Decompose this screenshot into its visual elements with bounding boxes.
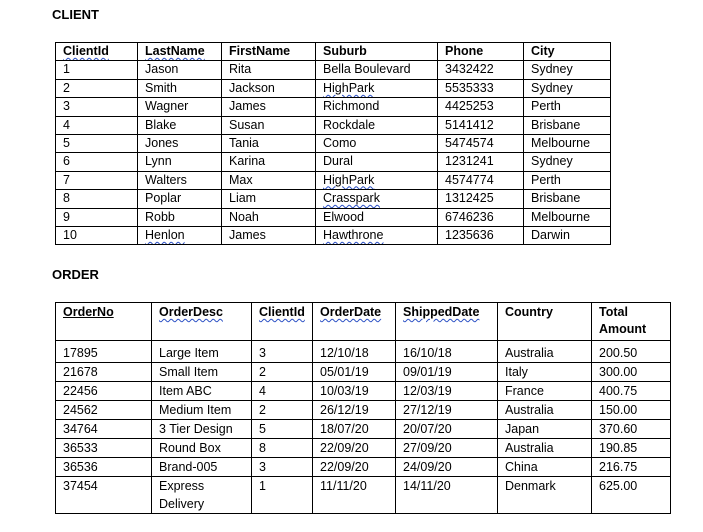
order-table-row	[56, 458, 671, 477]
client-table-row-cell	[438, 98, 524, 116]
order-table-row-cell-text: 22/09/20	[320, 460, 369, 474]
order-table-row-cell-text: Large Item	[159, 346, 219, 360]
order-table-row	[56, 477, 671, 514]
order-table-row-cell-text: 150.00	[599, 403, 638, 417]
client-table-row-cell-text: Robb	[145, 209, 175, 224]
client-table-row-cell	[222, 61, 316, 79]
order-header-shippeddate: ShippedDate	[396, 303, 498, 341]
client-table-row-cell-text: Poplar	[145, 191, 182, 206]
client-table-row-cell	[524, 79, 611, 97]
order-table-row	[56, 439, 671, 458]
client-table-row-cell	[316, 61, 438, 79]
client-table-row-cell-text: 8	[63, 191, 70, 206]
order-table-row-cell	[152, 401, 252, 420]
order-table-row-cell	[252, 420, 313, 439]
client-table-row-cell	[524, 116, 611, 134]
client-table-row-cell-text: Dural	[323, 154, 353, 169]
client-table-row-cell	[56, 190, 138, 208]
client-section-title: CLIENT	[52, 7, 99, 22]
client-table-row-cell-text: Jones	[145, 135, 179, 150]
order-table-row-cell	[313, 458, 396, 477]
order-table-row-cell-text: Japan	[505, 422, 540, 436]
order-table-row-cell-text: 400.75	[599, 384, 638, 398]
client-table-row-cell-text: Rita	[229, 62, 252, 77]
client-table-row-cell-text: 1312425	[445, 191, 494, 206]
client-table-row-cell	[222, 226, 316, 244]
client-table-row-cell	[138, 153, 222, 171]
order-table-row-cell-text: 20/07/20	[403, 422, 452, 436]
order-table-row-cell	[152, 458, 252, 477]
order-table-row-cell-text: 3	[259, 460, 266, 474]
client-header-clientid: ClientId	[56, 43, 138, 61]
order-table-row-cell	[498, 341, 592, 363]
order-table-row-cell-text: Denmark	[505, 479, 556, 493]
client-table-row-cell-text: Perth	[531, 172, 561, 187]
client-table-row	[56, 226, 611, 244]
order-table-row	[56, 420, 671, 439]
client-table-row-cell-text: Richmond	[323, 99, 380, 114]
client-table-row-cell	[222, 98, 316, 116]
order-header-orderdate: OrderDate	[313, 303, 396, 341]
order-table-row-cell-text: Medium Item	[159, 403, 232, 417]
client-table-row-cell	[222, 190, 316, 208]
order-table-row-cell	[313, 341, 396, 363]
client-table-row-cell-text: 1231241	[445, 154, 494, 169]
client-table-row	[56, 116, 611, 134]
order-table-row-cell-text: 24562	[63, 403, 98, 417]
client-table-row-cell-text: Max	[229, 172, 253, 187]
order-table-row-cell-text: 5	[259, 422, 266, 436]
order-table-row-cell	[396, 341, 498, 363]
client-table-row-cell-text: 1235636	[445, 227, 494, 242]
client-table-row-cell-text: 5535333	[445, 80, 494, 95]
order-table-row-cell	[313, 363, 396, 382]
client-table-row	[56, 79, 611, 97]
client-table-row-cell-text: Sydney	[531, 80, 573, 95]
client-table-row-cell	[316, 98, 438, 116]
order-table-row-cell	[396, 420, 498, 439]
client-table-row-cell	[316, 190, 438, 208]
order-table-row-cell-text: 22456	[63, 384, 98, 398]
order-table-row-cell-text: 3	[259, 346, 266, 360]
order-table-row-cell-text: France	[505, 384, 544, 398]
order-table-row-cell-text: Brand-005	[159, 460, 218, 474]
client-table-row-cell	[56, 153, 138, 171]
order-table-row-cell	[56, 420, 152, 439]
client-table-row-cell	[438, 226, 524, 244]
client-table-row-cell	[138, 190, 222, 208]
client-table-row-cell-text: 3	[63, 99, 70, 114]
order-table	[55, 302, 671, 514]
client-table-row	[56, 61, 611, 79]
client-table-row-cell-text: Tania	[229, 135, 259, 150]
client-table-row-cell-text: Melbourne	[531, 209, 591, 224]
client-table-row-cell-text: Blake	[145, 117, 177, 132]
client-table-row-cell	[138, 79, 222, 97]
order-table-row-cell	[56, 439, 152, 458]
client-table-row-cell	[438, 190, 524, 208]
order-table-row-cell	[592, 439, 671, 458]
order-table-row-cell	[252, 363, 313, 382]
client-table-row-cell	[56, 79, 138, 97]
order-table-row-cell-text: 8	[259, 441, 266, 455]
client-header-phone: Phone	[438, 43, 524, 61]
client-table-row-cell-text: Como	[323, 135, 357, 150]
order-table-row-cell	[592, 382, 671, 401]
order-table-row-cell-text: 24/09/20	[403, 460, 452, 474]
order-table-row-cell-text: Australia	[505, 441, 554, 455]
order-table-body	[56, 341, 671, 514]
order-table-row-cell-text: 12/03/19	[403, 384, 452, 398]
client-table-row-cell-text: Noah	[229, 209, 259, 224]
order-table-row-cell	[252, 382, 313, 401]
order-table-row-cell	[498, 401, 592, 420]
client-table-row-cell	[56, 116, 138, 134]
client-table-row-cell-text: HighPark	[323, 172, 375, 187]
order-table-row-cell	[56, 477, 152, 514]
order-header-total-amount: Total Amount	[592, 303, 671, 341]
client-table-row-cell	[316, 79, 438, 97]
order-table-row-cell	[252, 458, 313, 477]
client-table-row-cell	[438, 153, 524, 171]
order-table-row-cell-text: 18/07/20	[320, 422, 369, 436]
client-table-row-cell-text: 2	[63, 80, 70, 95]
order-table-row-cell-text: 16/10/18	[403, 346, 452, 360]
client-table-row-cell	[56, 226, 138, 244]
order-table-row-cell-text: 2	[259, 365, 266, 379]
order-table-row-cell-text: China	[505, 460, 538, 474]
client-table-row-cell	[222, 171, 316, 189]
order-table-row	[56, 341, 671, 363]
order-table-row-cell-text: 2	[259, 403, 266, 417]
client-table-row-cell-text: Elwood	[323, 209, 364, 224]
client-table-row-cell-text: 5141412	[445, 117, 494, 132]
client-table-row-cell	[316, 226, 438, 244]
order-table-row-cell	[498, 458, 592, 477]
order-table-row	[56, 363, 671, 382]
client-table-row-cell-text: 1	[63, 62, 70, 77]
client-table-row-cell-text: Karina	[229, 154, 266, 169]
order-table-row-cell	[396, 363, 498, 382]
client-table-row-cell-text: 6746236	[445, 209, 494, 224]
client-table-row-cell	[524, 98, 611, 116]
client-table-row-cell	[56, 98, 138, 116]
order-table-row-cell-text: 1	[259, 479, 266, 493]
client-table-row-cell	[316, 134, 438, 152]
order-table-row-cell	[592, 363, 671, 382]
client-table-row-cell-text: Susan	[229, 117, 265, 132]
client-table-row-cell	[138, 171, 222, 189]
order-table-row-cell	[152, 363, 252, 382]
client-table-row-cell-text: 10	[63, 227, 77, 242]
client-table-row-cell-text: Wagner	[145, 99, 189, 114]
order-table-row-cell-text: 37454	[63, 479, 98, 493]
client-table-row-cell-text: Sydney	[531, 154, 573, 169]
order-header-orderdesc: OrderDesc	[152, 303, 252, 341]
client-table-row-cell	[56, 171, 138, 189]
order-table-row-cell-text: Round Box	[159, 441, 221, 455]
client-table-row-cell-text: Melbourne	[531, 135, 591, 150]
client-header-firstname: FirstName	[222, 43, 316, 61]
client-table-row-cell	[524, 190, 611, 208]
order-table-row-cell	[498, 420, 592, 439]
client-table-row-cell	[316, 153, 438, 171]
order-table-row-cell	[592, 401, 671, 420]
client-table-row-cell	[138, 226, 222, 244]
client-header-row	[56, 43, 611, 61]
order-table-row-cell	[592, 420, 671, 439]
client-table-row-cell-text: 5474574	[445, 135, 494, 150]
order-table-row-cell-text: 4	[259, 384, 266, 398]
client-table-row-cell-text: 4	[63, 117, 70, 132]
order-table-row-cell	[592, 341, 671, 363]
client-table-row-cell-text: 3432422	[445, 62, 494, 77]
order-table-row-cell-text: 300.00	[599, 365, 638, 379]
order-table-row-cell	[252, 401, 313, 420]
order-table-row-cell	[152, 439, 252, 458]
order-table-row-cell	[56, 458, 152, 477]
client-table-row-cell-text: Perth	[531, 99, 561, 114]
order-table-row-cell-text: Australia	[505, 403, 554, 417]
order-table-row-cell-text: 22/09/20	[320, 441, 369, 455]
order-table-row-cell	[152, 382, 252, 401]
order-table-row-cell	[56, 382, 152, 401]
order-table-row-cell-text: 09/01/19	[403, 365, 452, 379]
client-table-row-cell	[316, 171, 438, 189]
order-table-row-cell-text: 27/12/19	[403, 403, 452, 417]
order-table-row-cell	[498, 477, 592, 514]
order-table-row-cell-text: 05/01/19	[320, 365, 369, 379]
client-table-row-cell	[56, 208, 138, 226]
order-table-row-cell-text: Australia	[505, 346, 554, 360]
client-table-row-cell-text: Darwin	[531, 227, 570, 242]
client-table-row-cell	[438, 171, 524, 189]
order-table-row-cell	[313, 401, 396, 420]
order-table-row-cell-text: 26/12/19	[320, 403, 369, 417]
client-table-row-cell-text: Lynn	[145, 154, 172, 169]
client-table-row-cell-text: Crasspark	[323, 191, 380, 206]
order-table-row-cell-text: Small Item	[159, 365, 219, 379]
order-table-row-cell-text: 21678	[63, 365, 98, 379]
order-table-row-cell	[252, 439, 313, 458]
client-table-row-cell-text: 7	[63, 172, 70, 187]
order-table-row-cell	[313, 420, 396, 439]
client-table-row-cell	[138, 61, 222, 79]
order-table-row-cell	[56, 341, 152, 363]
order-table-row-cell-text: 34764	[63, 422, 98, 436]
client-table-body	[56, 61, 611, 245]
client-table-row-cell-text: Walters	[145, 172, 187, 187]
client-table-row-cell-text: 4425253	[445, 99, 494, 114]
client-table-row-cell	[316, 116, 438, 134]
order-header-row	[56, 303, 671, 341]
client-table-row-cell	[524, 208, 611, 226]
client-table-row-cell-text: 6	[63, 154, 70, 169]
order-table-row-cell	[498, 439, 592, 458]
client-table-row	[56, 171, 611, 189]
order-table-row-cell-text: 17895	[63, 346, 98, 360]
order-table-row-cell-text: 36536	[63, 460, 98, 474]
client-table-row-cell-text: 9	[63, 209, 70, 224]
client-table-row-cell	[524, 134, 611, 152]
order-header-clientid: ClientId	[252, 303, 313, 341]
client-table-row-cell-text: James	[229, 227, 266, 242]
client-table-row	[56, 190, 611, 208]
client-table-row-cell-text: 5	[63, 135, 70, 150]
client-table-row-cell-text: Liam	[229, 191, 257, 206]
client-table-row-cell-text: Sydney	[531, 62, 573, 77]
client-table-row-cell	[138, 208, 222, 226]
client-table-row-cell	[138, 98, 222, 116]
order-table-row-cell	[152, 420, 252, 439]
client-table	[55, 42, 611, 245]
client-table-row-cell-text: Jackson	[229, 80, 275, 95]
client-table-row-cell-text: James	[229, 99, 266, 114]
client-table-row-cell	[222, 208, 316, 226]
order-table-row-cell	[396, 477, 498, 514]
order-table-row-cell	[313, 382, 396, 401]
order-table-row-cell	[498, 363, 592, 382]
order-table-row-cell-text: 190.85	[599, 441, 638, 455]
client-table-row-cell	[438, 208, 524, 226]
client-table-row-cell-text: Henlon	[145, 227, 185, 242]
order-table-row-cell	[396, 439, 498, 458]
order-table-row-cell	[592, 458, 671, 477]
client-table-row-cell	[524, 171, 611, 189]
order-table-row-cell	[396, 382, 498, 401]
client-table-row-cell	[222, 134, 316, 152]
order-table-row-cell-text: 11/11/20	[320, 479, 367, 493]
order-table-row-cell	[252, 341, 313, 363]
client-table-row-cell	[438, 79, 524, 97]
client-header-city: City	[524, 43, 611, 61]
client-table-row-cell-text: Jason	[145, 62, 179, 77]
order-table-row-cell	[152, 477, 252, 514]
order-table-row-cell-text: 12/10/18	[320, 346, 369, 360]
order-table-row-cell	[56, 363, 152, 382]
client-table-row-cell	[524, 61, 611, 79]
client-header-lastname: LastName	[138, 43, 222, 61]
order-table-row-cell	[396, 401, 498, 420]
order-table-row-cell	[252, 477, 313, 514]
order-table-row-cell-text: 216.75	[599, 460, 638, 474]
client-table-row-cell-text: Rockdale	[323, 117, 376, 132]
order-table-row-cell	[592, 477, 671, 514]
order-table-row-cell	[396, 458, 498, 477]
order-table-row-cell	[56, 401, 152, 420]
client-table-row-cell-text: HighPark	[323, 80, 375, 95]
order-table-row-cell	[498, 382, 592, 401]
client-table-row-cell	[56, 134, 138, 152]
client-table-row-cell	[138, 116, 222, 134]
order-table-row-cell-text: 625.00	[599, 479, 638, 493]
client-table-row	[56, 134, 611, 152]
order-table-row-cell-text: 10/03/19	[320, 384, 369, 398]
order-table-row-cell	[313, 439, 396, 458]
client-table-row-cell	[524, 226, 611, 244]
client-table-row-cell	[524, 153, 611, 171]
order-section-title: ORDER	[52, 267, 99, 282]
order-header-orderno: OrderNo	[56, 303, 152, 341]
client-table-row	[56, 153, 611, 171]
order-table-row-cell-text: 27/09/20	[403, 441, 452, 455]
order-table-row	[56, 382, 671, 401]
client-table-row-cell-text: Brisbane	[531, 117, 581, 132]
client-table-row	[56, 208, 611, 226]
order-header-country: Country	[498, 303, 592, 341]
client-table-row-cell	[222, 79, 316, 97]
order-table-row-cell	[152, 341, 252, 363]
order-table-row-cell-text: Item ABC	[159, 384, 212, 398]
client-table-row-cell	[438, 61, 524, 79]
order-table-row	[56, 401, 671, 420]
order-table-row-cell-text: 200.50	[599, 346, 638, 360]
client-table-row-cell	[222, 153, 316, 171]
client-table-row-cell	[438, 134, 524, 152]
order-table-row-cell	[313, 477, 396, 514]
client-table-row-cell-text: Hawthrone	[323, 227, 384, 242]
client-table-row-cell-text: 4574774	[445, 172, 494, 187]
client-table-row-cell	[316, 208, 438, 226]
client-table-row-cell-text: Smith	[145, 80, 177, 95]
order-table-row-cell-text: 370.60	[599, 422, 638, 436]
client-header-suburb: Suburb	[316, 43, 438, 61]
order-table-row-cell-text: Express Delivery	[159, 479, 205, 511]
order-table-row-cell-text: 3 Tier Design	[159, 422, 233, 436]
client-table-row-cell	[438, 116, 524, 134]
client-table-row-cell-text: Bella Boulevard	[323, 62, 411, 77]
order-table-row-cell-text: 14/11/20	[403, 479, 451, 493]
client-table-row-cell	[138, 134, 222, 152]
client-table-row-cell	[56, 61, 138, 79]
order-table-row-cell-text: 36533	[63, 441, 98, 455]
client-table-row	[56, 98, 611, 116]
client-table-row-cell-text: Brisbane	[531, 191, 581, 206]
client-table-row-cell	[222, 116, 316, 134]
order-table-row-cell-text: Italy	[505, 365, 528, 379]
